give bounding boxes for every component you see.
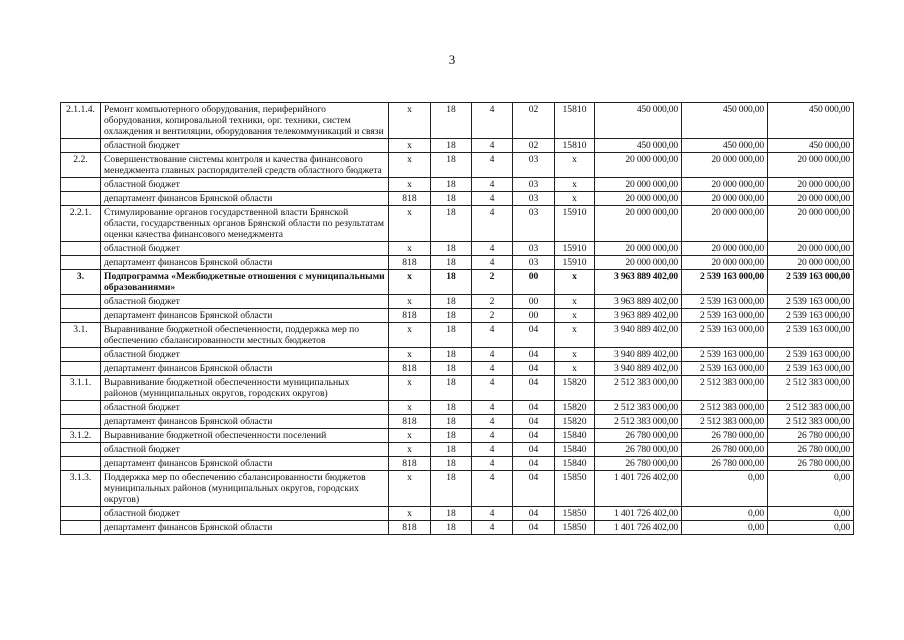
grbs-code-cell: х: [389, 206, 431, 242]
table-row: [61, 362, 854, 376]
table-body: [61, 103, 854, 535]
row-name-cell: областной бюджет: [101, 443, 389, 457]
row-name-cell: департамент финансов Брянской области: [101, 521, 389, 535]
grbs-code-cell: х: [389, 323, 431, 348]
subprogram-code-cell: 4: [472, 348, 513, 362]
row-number-cell: 2.1.1.4.: [61, 103, 101, 139]
amount-year-3-cell: 2 539 163 000,00: [768, 295, 854, 309]
main-event-code-cell: 04: [513, 507, 555, 521]
subprogram-code-cell: 2: [472, 309, 513, 323]
direction-code-cell: х: [555, 309, 595, 323]
program-code-cell: 18: [431, 309, 472, 323]
program-code-cell: 18: [431, 521, 472, 535]
amount-year-1-cell: 3 963 889 402,00: [595, 309, 682, 323]
amount-year-1-cell: 2 512 383 000,00: [595, 415, 682, 429]
grbs-code-cell: х: [389, 507, 431, 521]
main-event-code-cell: 04: [513, 443, 555, 457]
subprogram-code-cell: 4: [472, 242, 513, 256]
main-event-code-cell: 04: [513, 376, 555, 401]
amount-year-1-cell: 1 401 726 402,00: [595, 521, 682, 535]
amount-year-2-cell: 20 000 000,00: [682, 256, 768, 270]
table-row: [61, 206, 854, 242]
row-name-cell: Выравнивание бюджетной обеспеченности муниципальных районов (муниципальных округов, городских округов): [101, 376, 389, 401]
table-row: [61, 103, 854, 139]
program-code-cell: 18: [431, 256, 472, 270]
grbs-code-cell: х: [389, 242, 431, 256]
amount-year-2-cell: 450 000,00: [682, 103, 768, 139]
subprogram-code-cell: 2: [472, 295, 513, 309]
amount-year-3-cell: 2 539 163 000,00: [768, 309, 854, 323]
row-name-cell: областной бюджет: [101, 178, 389, 192]
row-number-cell: [61, 521, 101, 535]
direction-code-cell: 15820: [555, 415, 595, 429]
main-event-code-cell: 04: [513, 362, 555, 376]
direction-code-cell: х: [555, 348, 595, 362]
amount-year-2-cell: 2 539 163 000,00: [682, 309, 768, 323]
row-number-cell: 3.1.2.: [61, 429, 101, 443]
row-name-cell: Выравнивание бюджетной обеспеченности поселений: [101, 429, 389, 443]
subprogram-code-cell: 4: [472, 471, 513, 507]
amount-year-2-cell: 0,00: [682, 471, 768, 507]
amount-year-1-cell: 26 780 000,00: [595, 429, 682, 443]
amount-year-1-cell: 3 940 889 402,00: [595, 323, 682, 348]
amount-year-3-cell: 0,00: [768, 471, 854, 507]
amount-year-1-cell: 3 940 889 402,00: [595, 348, 682, 362]
table-row: [61, 443, 854, 457]
row-name-cell: департамент финансов Брянской области: [101, 309, 389, 323]
row-name-cell: Выравнивание бюджетной обеспеченности, поддержка мер по обеспечению сбалансированности местных бюджетов: [101, 323, 389, 348]
subprogram-code-cell: 4: [472, 443, 513, 457]
main-event-code-cell: 04: [513, 323, 555, 348]
main-event-code-cell: 02: [513, 139, 555, 153]
direction-code-cell: 15840: [555, 429, 595, 443]
amount-year-2-cell: 2 512 383 000,00: [682, 415, 768, 429]
main-event-code-cell: 03: [513, 242, 555, 256]
subprogram-code-cell: 4: [472, 256, 513, 270]
row-number-cell: [61, 457, 101, 471]
subprogram-code-cell: 4: [472, 323, 513, 348]
program-code-cell: 18: [431, 443, 472, 457]
table-row: [61, 139, 854, 153]
row-number-cell: [61, 507, 101, 521]
amount-year-2-cell: 26 780 000,00: [682, 443, 768, 457]
direction-code-cell: 15910: [555, 242, 595, 256]
program-code-cell: 18: [431, 429, 472, 443]
amount-year-1-cell: 2 512 383 000,00: [595, 401, 682, 415]
amount-year-1-cell: 450 000,00: [595, 139, 682, 153]
amount-year-1-cell: 3 963 889 402,00: [595, 270, 682, 295]
main-event-code-cell: 04: [513, 471, 555, 507]
grbs-code-cell: 818: [389, 192, 431, 206]
subprogram-code-cell: 4: [472, 206, 513, 242]
row-name-cell: Ремонт компьютерного оборудования, периферийного оборудования, копировальной техники, орг. техники, систем охлаждения и вентиляции, оборудования телекоммуникаций и связи: [101, 103, 389, 139]
subprogram-code-cell: 2: [472, 270, 513, 295]
table-row: [61, 323, 854, 348]
amount-year-1-cell: 20 000 000,00: [595, 153, 682, 178]
main-event-code-cell: 03: [513, 178, 555, 192]
main-event-code-cell: 03: [513, 153, 555, 178]
row-number-cell: 3.: [61, 270, 101, 295]
grbs-code-cell: х: [389, 139, 431, 153]
direction-code-cell: х: [555, 323, 595, 348]
table-row: [61, 507, 854, 521]
row-number-cell: [61, 309, 101, 323]
page-number: 3: [448, 52, 456, 67]
main-event-code-cell: 00: [513, 309, 555, 323]
amount-year-2-cell: 20 000 000,00: [682, 153, 768, 178]
row-number-cell: [61, 443, 101, 457]
main-event-code-cell: 03: [513, 256, 555, 270]
grbs-code-cell: 818: [389, 457, 431, 471]
table-row: [61, 192, 854, 206]
direction-code-cell: 15850: [555, 507, 595, 521]
amount-year-2-cell: 2 539 163 000,00: [682, 323, 768, 348]
program-code-cell: 18: [431, 348, 472, 362]
direction-code-cell: х: [555, 295, 595, 309]
amount-year-1-cell: 1 401 726 402,00: [595, 471, 682, 507]
amount-year-3-cell: 26 780 000,00: [768, 429, 854, 443]
row-number-cell: [61, 362, 101, 376]
row-name-cell: областной бюджет: [101, 295, 389, 309]
program-code-cell: 18: [431, 153, 472, 178]
program-code-cell: 18: [431, 323, 472, 348]
main-event-code-cell: 04: [513, 429, 555, 443]
table-row: [61, 376, 854, 401]
main-event-code-cell: 04: [513, 401, 555, 415]
amount-year-3-cell: 20 000 000,00: [768, 256, 854, 270]
row-name-cell: департамент финансов Брянской области: [101, 415, 389, 429]
grbs-code-cell: х: [389, 471, 431, 507]
grbs-code-cell: х: [389, 153, 431, 178]
subprogram-code-cell: 4: [472, 178, 513, 192]
amount-year-1-cell: 26 780 000,00: [595, 443, 682, 457]
direction-code-cell: х: [555, 178, 595, 192]
program-code-cell: 18: [431, 507, 472, 521]
program-code-cell: 18: [431, 270, 472, 295]
row-name-cell: Поддержка мер по обеспечению сбалансированности бюджетов муниципальных районов (муниципальных округов, городских округов): [101, 471, 389, 507]
table-row: [61, 153, 854, 178]
row-number-cell: [61, 242, 101, 256]
grbs-code-cell: х: [389, 270, 431, 295]
amount-year-1-cell: 20 000 000,00: [595, 256, 682, 270]
row-number-cell: [61, 348, 101, 362]
amount-year-3-cell: 2 539 163 000,00: [768, 348, 854, 362]
amount-year-1-cell: 20 000 000,00: [595, 192, 682, 206]
subprogram-code-cell: 4: [472, 401, 513, 415]
budget-table: [60, 102, 854, 535]
main-event-code-cell: 02: [513, 103, 555, 139]
program-code-cell: 18: [431, 242, 472, 256]
direction-code-cell: 15850: [555, 471, 595, 507]
direction-code-cell: 15840: [555, 457, 595, 471]
grbs-code-cell: х: [389, 103, 431, 139]
table-row: [61, 309, 854, 323]
program-code-cell: 18: [431, 401, 472, 415]
table-row: [61, 270, 854, 295]
subprogram-code-cell: 4: [472, 507, 513, 521]
amount-year-3-cell: 20 000 000,00: [768, 153, 854, 178]
row-number-cell: [61, 139, 101, 153]
subprogram-code-cell: 4: [472, 429, 513, 443]
amount-year-2-cell: 2 539 163 000,00: [682, 295, 768, 309]
amount-year-2-cell: 450 000,00: [682, 139, 768, 153]
amount-year-3-cell: 2 512 383 000,00: [768, 401, 854, 415]
amount-year-3-cell: 2 539 163 000,00: [768, 362, 854, 376]
amount-year-2-cell: 26 780 000,00: [682, 457, 768, 471]
amount-year-1-cell: 20 000 000,00: [595, 242, 682, 256]
direction-code-cell: 15820: [555, 376, 595, 401]
amount-year-3-cell: 0,00: [768, 507, 854, 521]
table-row: [61, 256, 854, 270]
amount-year-3-cell: 26 780 000,00: [768, 457, 854, 471]
amount-year-3-cell: 20 000 000,00: [768, 206, 854, 242]
row-number-cell: [61, 256, 101, 270]
program-code-cell: 18: [431, 192, 472, 206]
row-name-cell: департамент финансов Брянской области: [101, 192, 389, 206]
amount-year-3-cell: 0,00: [768, 521, 854, 535]
table-row: [61, 429, 854, 443]
table-row: [61, 401, 854, 415]
table-row: [61, 457, 854, 471]
amount-year-3-cell: 450 000,00: [768, 103, 854, 139]
row-name-cell: департамент финансов Брянской области: [101, 256, 389, 270]
subprogram-code-cell: 4: [472, 415, 513, 429]
program-code-cell: 18: [431, 139, 472, 153]
grbs-code-cell: х: [389, 295, 431, 309]
grbs-code-cell: 818: [389, 415, 431, 429]
subprogram-code-cell: 4: [472, 521, 513, 535]
subprogram-code-cell: 4: [472, 103, 513, 139]
direction-code-cell: х: [555, 192, 595, 206]
subprogram-code-cell: 4: [472, 362, 513, 376]
row-name-cell: Совершенствование системы контроля и качества финансового менеджмента главных распорядителей средств областного бюджета: [101, 153, 389, 178]
grbs-code-cell: 818: [389, 256, 431, 270]
main-event-code-cell: 00: [513, 270, 555, 295]
table-row: [61, 242, 854, 256]
direction-code-cell: 15910: [555, 206, 595, 242]
direction-code-cell: 15820: [555, 401, 595, 415]
amount-year-1-cell: 3 940 889 402,00: [595, 362, 682, 376]
subprogram-code-cell: 4: [472, 457, 513, 471]
direction-code-cell: 15810: [555, 139, 595, 153]
row-number-cell: [61, 192, 101, 206]
program-code-cell: 18: [431, 178, 472, 192]
direction-code-cell: 15840: [555, 443, 595, 457]
subprogram-code-cell: 4: [472, 192, 513, 206]
amount-year-2-cell: 0,00: [682, 521, 768, 535]
table-row: [61, 521, 854, 535]
main-event-code-cell: 03: [513, 206, 555, 242]
table-row: [61, 471, 854, 507]
main-event-code-cell: 03: [513, 192, 555, 206]
grbs-code-cell: х: [389, 348, 431, 362]
amount-year-3-cell: 2 512 383 000,00: [768, 376, 854, 401]
amount-year-2-cell: 2 539 163 000,00: [682, 270, 768, 295]
main-event-code-cell: 04: [513, 457, 555, 471]
row-number-cell: 3.1.1.: [61, 376, 101, 401]
row-name-cell: департамент финансов Брянской области: [101, 457, 389, 471]
subprogram-code-cell: 4: [472, 139, 513, 153]
amount-year-1-cell: 26 780 000,00: [595, 457, 682, 471]
row-number-cell: 2.2.: [61, 153, 101, 178]
amount-year-2-cell: 20 000 000,00: [682, 178, 768, 192]
row-name-cell: областной бюджет: [101, 139, 389, 153]
amount-year-3-cell: 20 000 000,00: [768, 242, 854, 256]
row-number-cell: [61, 415, 101, 429]
amount-year-3-cell: 20 000 000,00: [768, 192, 854, 206]
row-name-cell: областной бюджет: [101, 401, 389, 415]
row-name-cell: Стимулирование органов государственной власти Брянской области, государственных органов Брянской области по результатам оценки качества финансового менеджмента: [101, 206, 389, 242]
amount-year-2-cell: 2 539 163 000,00: [682, 362, 768, 376]
program-code-cell: 18: [431, 471, 472, 507]
direction-code-cell: 15850: [555, 521, 595, 535]
direction-code-cell: х: [555, 362, 595, 376]
row-name-cell: областной бюджет: [101, 348, 389, 362]
direction-code-cell: 15910: [555, 256, 595, 270]
row-number-cell: 3.1.: [61, 323, 101, 348]
row-number-cell: [61, 295, 101, 309]
amount-year-1-cell: 20 000 000,00: [595, 178, 682, 192]
grbs-code-cell: 818: [389, 362, 431, 376]
row-name-cell: областной бюджет: [101, 507, 389, 521]
amount-year-3-cell: 2 539 163 000,00: [768, 323, 854, 348]
subprogram-code-cell: 4: [472, 153, 513, 178]
amount-year-2-cell: 0,00: [682, 507, 768, 521]
grbs-code-cell: х: [389, 178, 431, 192]
program-code-cell: 18: [431, 206, 472, 242]
amount-year-3-cell: 20 000 000,00: [768, 178, 854, 192]
program-code-cell: 18: [431, 415, 472, 429]
main-event-code-cell: 04: [513, 415, 555, 429]
program-code-cell: 18: [431, 376, 472, 401]
direction-code-cell: х: [555, 153, 595, 178]
table-row: [61, 178, 854, 192]
main-event-code-cell: 04: [513, 348, 555, 362]
program-code-cell: 18: [431, 103, 472, 139]
amount-year-2-cell: 2 539 163 000,00: [682, 348, 768, 362]
amount-year-2-cell: 20 000 000,00: [682, 206, 768, 242]
amount-year-1-cell: 20 000 000,00: [595, 206, 682, 242]
program-code-cell: 18: [431, 457, 472, 471]
row-number-cell: 2.2.1.: [61, 206, 101, 242]
table-row: [61, 295, 854, 309]
subprogram-code-cell: 4: [472, 376, 513, 401]
amount-year-3-cell: 2 512 383 000,00: [768, 415, 854, 429]
grbs-code-cell: х: [389, 443, 431, 457]
program-code-cell: 18: [431, 362, 472, 376]
grbs-code-cell: х: [389, 429, 431, 443]
row-name-cell: Подпрограмма «Межбюджетные отношения с муниципальными образованиями»: [101, 270, 389, 295]
row-name-cell: департамент финансов Брянской области: [101, 362, 389, 376]
amount-year-3-cell: 450 000,00: [768, 139, 854, 153]
amount-year-2-cell: 2 512 383 000,00: [682, 401, 768, 415]
amount-year-1-cell: 450 000,00: [595, 103, 682, 139]
program-code-cell: 18: [431, 295, 472, 309]
main-event-code-cell: 04: [513, 521, 555, 535]
amount-year-2-cell: 20 000 000,00: [682, 192, 768, 206]
row-number-cell: 3.1.3.: [61, 471, 101, 507]
amount-year-2-cell: 26 780 000,00: [682, 429, 768, 443]
amount-year-3-cell: 26 780 000,00: [768, 443, 854, 457]
grbs-code-cell: х: [389, 376, 431, 401]
grbs-code-cell: 818: [389, 309, 431, 323]
row-number-cell: [61, 178, 101, 192]
main-event-code-cell: 00: [513, 295, 555, 309]
amount-year-2-cell: 20 000 000,00: [682, 242, 768, 256]
table-row: [61, 348, 854, 362]
amount-year-1-cell: 2 512 383 000,00: [595, 376, 682, 401]
table-row: [61, 415, 854, 429]
amount-year-1-cell: 1 401 726 402,00: [595, 507, 682, 521]
row-name-cell: областной бюджет: [101, 242, 389, 256]
amount-year-3-cell: 2 539 163 000,00: [768, 270, 854, 295]
amount-year-1-cell: 3 963 889 402,00: [595, 295, 682, 309]
direction-code-cell: 15810: [555, 103, 595, 139]
grbs-code-cell: 818: [389, 521, 431, 535]
amount-year-2-cell: 2 512 383 000,00: [682, 376, 768, 401]
direction-code-cell: х: [555, 270, 595, 295]
row-number-cell: [61, 401, 101, 415]
grbs-code-cell: х: [389, 401, 431, 415]
